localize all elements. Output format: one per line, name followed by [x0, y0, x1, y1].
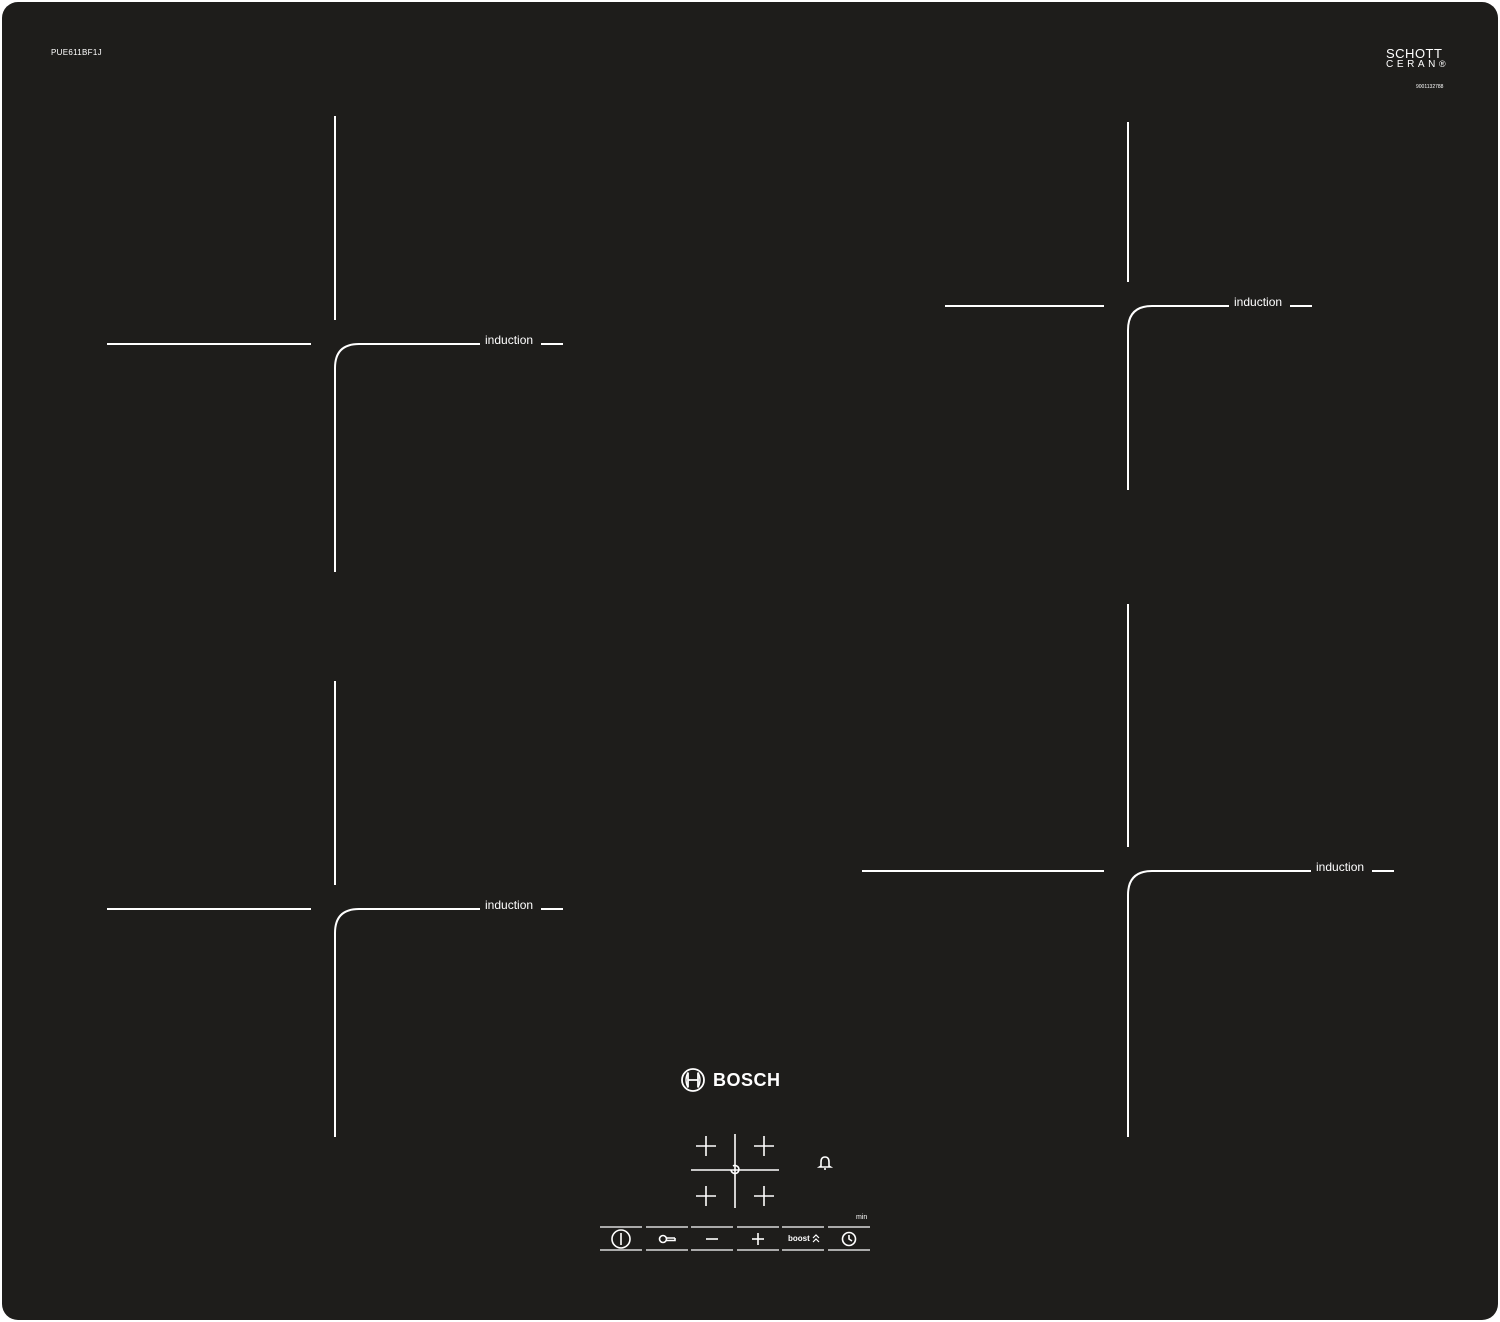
serial-number: 9001132788 [1416, 84, 1444, 90]
brand-name: BOSCH [713, 1069, 781, 1090]
boost-button-label[interactable]: boost [788, 1234, 810, 1243]
key-icon [660, 1236, 676, 1243]
registered-mark: ® [1439, 59, 1446, 69]
schott-ceran-line1: SCHOTT [1386, 46, 1443, 61]
induction-label-front-left: induction [485, 898, 534, 912]
power-button[interactable] [612, 1230, 630, 1248]
model-number: PUE611BF1J [51, 48, 102, 57]
plus-button[interactable] [752, 1233, 764, 1245]
schott-ceran-line2: CERAN [1386, 59, 1440, 70]
induction-label-front-right: induction [1316, 860, 1365, 874]
timer-button[interactable] [843, 1233, 856, 1246]
induction-label-rear-right: induction [1234, 295, 1283, 309]
plus-icon [752, 1233, 764, 1245]
select-front-left-icon[interactable] [696, 1186, 716, 1206]
boost-chevron-icon [813, 1235, 819, 1242]
child-lock-button[interactable] [660, 1236, 676, 1243]
timer-unit-label: min [856, 1214, 868, 1221]
select-rear-left-icon[interactable] [696, 1136, 716, 1156]
select-front-right-icon[interactable] [754, 1186, 774, 1206]
clock-icon [843, 1233, 856, 1246]
bell-icon[interactable] [820, 1157, 831, 1169]
induction-label-rear-left: induction [485, 333, 534, 347]
zone-selector-icon[interactable] [691, 1134, 779, 1208]
select-rear-right-icon[interactable] [754, 1136, 774, 1156]
